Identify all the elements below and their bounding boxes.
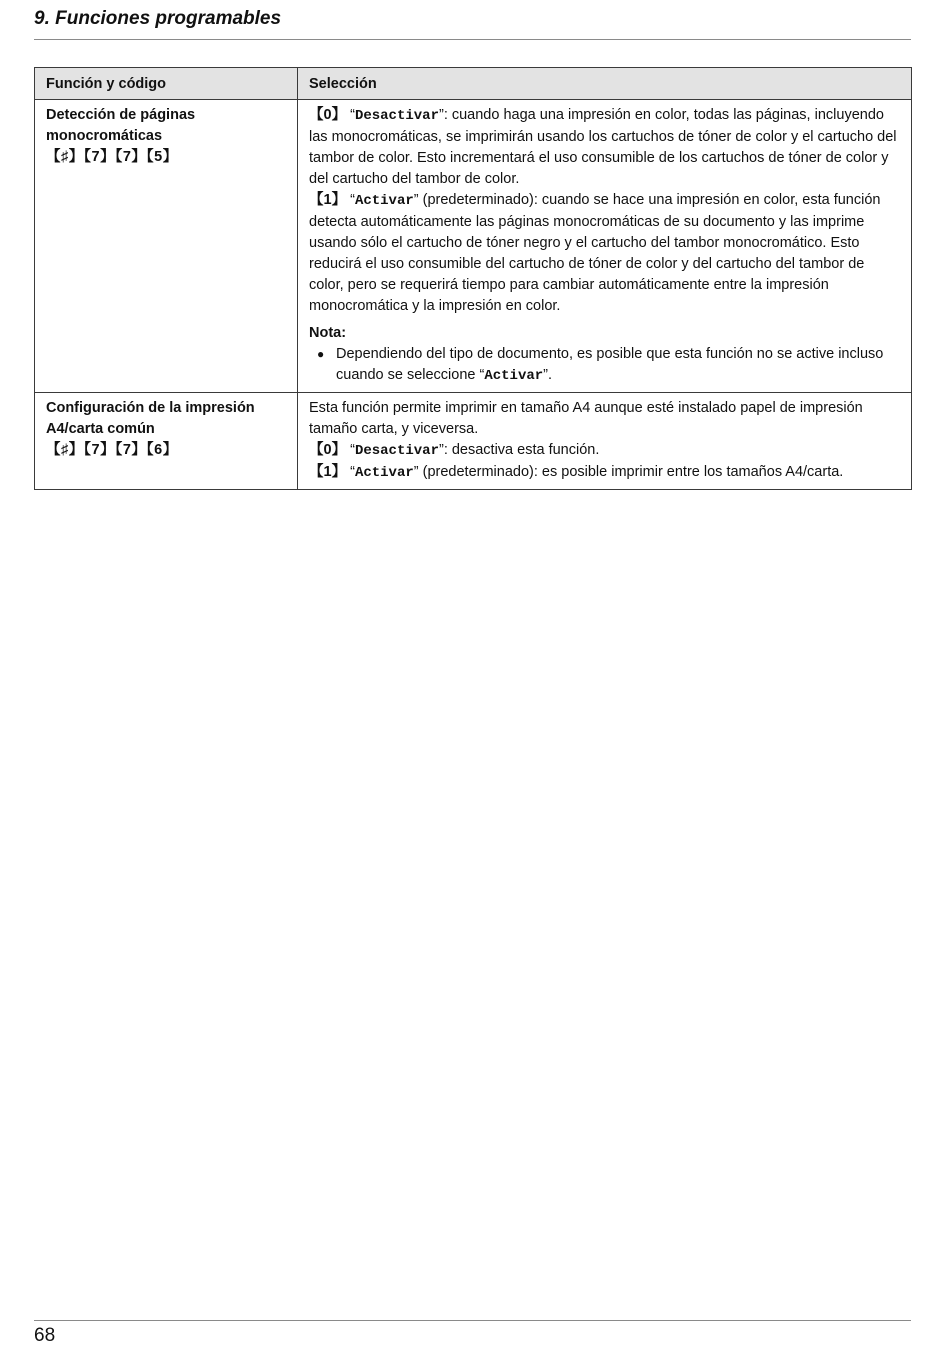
intro-paragraph: Esta función permite imprimir en tamaño A4 aunque esté instalado papel de impresión tamaño carta, y viceversa. <box>309 400 863 437</box>
close-quote: ” <box>438 442 444 458</box>
option-key: 【0】 <box>309 107 347 123</box>
option-name: Activar <box>354 465 414 481</box>
column-header-function: Función y código <box>35 68 298 100</box>
open-quote: “ <box>350 107 355 123</box>
close-quote: ” <box>413 464 419 480</box>
option-paragraph <box>309 440 900 462</box>
option-name: Desactivar <box>354 108 439 124</box>
function-name: Detección de páginas monocromáticas <box>46 107 196 144</box>
note-option-name: Activar <box>484 368 544 384</box>
function-name: Configuración de la impresión A4/carta común <box>46 400 255 437</box>
table-header-row <box>35 68 912 100</box>
option-paragraph <box>309 462 900 484</box>
bullet-icon: ● <box>317 347 325 361</box>
option-key: 【1】 <box>309 464 347 480</box>
page-title: 9. Funciones programables <box>34 8 282 29</box>
option-name: Desactivar <box>354 443 439 459</box>
option-name: Activar <box>354 193 414 209</box>
option-key: 【1】 <box>309 192 347 208</box>
column-header-selection: Selección <box>298 68 912 100</box>
function-code: 【♯】【7】【7】【5】 <box>46 149 178 165</box>
close-quote: ” <box>413 192 419 208</box>
note-text-after: . <box>548 367 553 383</box>
open-quote: “ <box>350 464 355 480</box>
option-text: : desactiva esta función. <box>443 442 600 458</box>
option-paragraph <box>309 105 900 190</box>
table-row <box>35 100 912 393</box>
note-text <box>336 344 900 387</box>
option-key: 【0】 <box>309 442 347 458</box>
close-quote: ” <box>543 367 548 383</box>
table-row <box>35 393 912 490</box>
open-quote: “ <box>350 442 355 458</box>
option-paragraph <box>309 190 900 317</box>
note-bullet-item <box>309 344 900 387</box>
function-cell <box>35 100 298 393</box>
close-quote: ” <box>438 107 444 123</box>
selection-cell <box>298 100 912 393</box>
option-text: (predeterminado): es posible imprimir entre los tamaños A4/carta. <box>418 464 844 480</box>
open-quote: “ <box>479 367 485 383</box>
footer-divider <box>34 1320 911 1321</box>
note-label: Nota: <box>309 325 347 341</box>
open-quote: “ <box>350 192 355 208</box>
option-text: (predeterminado): cuando se hace una impresión en color, esta función detecta automáticamente las páginas monocromáticas de su documento y las imprime usando sólo el cartucho de tóner negro y el cartucho del tambor monocromático. Esto reducirá el uso consumible del cartucho de tóner de color y del cartucho del tambor de color, pero se requerirá tiempo para cambiar automáticamente entre la impresión monocromática y la impresión en color. <box>309 192 881 314</box>
functions-table <box>34 67 912 490</box>
page-number: 68 <box>34 1325 56 1346</box>
header-divider <box>34 39 911 40</box>
function-code: 【♯】【7】【7】【6】 <box>46 442 178 458</box>
option-text: : cuando haga una impresión en color, todas las páginas, incluyendo las monocromáticas, se imprimirán usando los cartuchos de tóner de color y el cartucho del tambor de color. Esto incrementará el uso consumible de los cartuchos de tóner de color y del cartucho del tambor de color. <box>309 107 897 187</box>
note-text-before: Dependiendo del tipo de documento, es posible que esta función no se active incluso cuando se seleccione <box>336 346 884 383</box>
selection-cell <box>298 393 912 490</box>
function-cell <box>35 393 298 490</box>
